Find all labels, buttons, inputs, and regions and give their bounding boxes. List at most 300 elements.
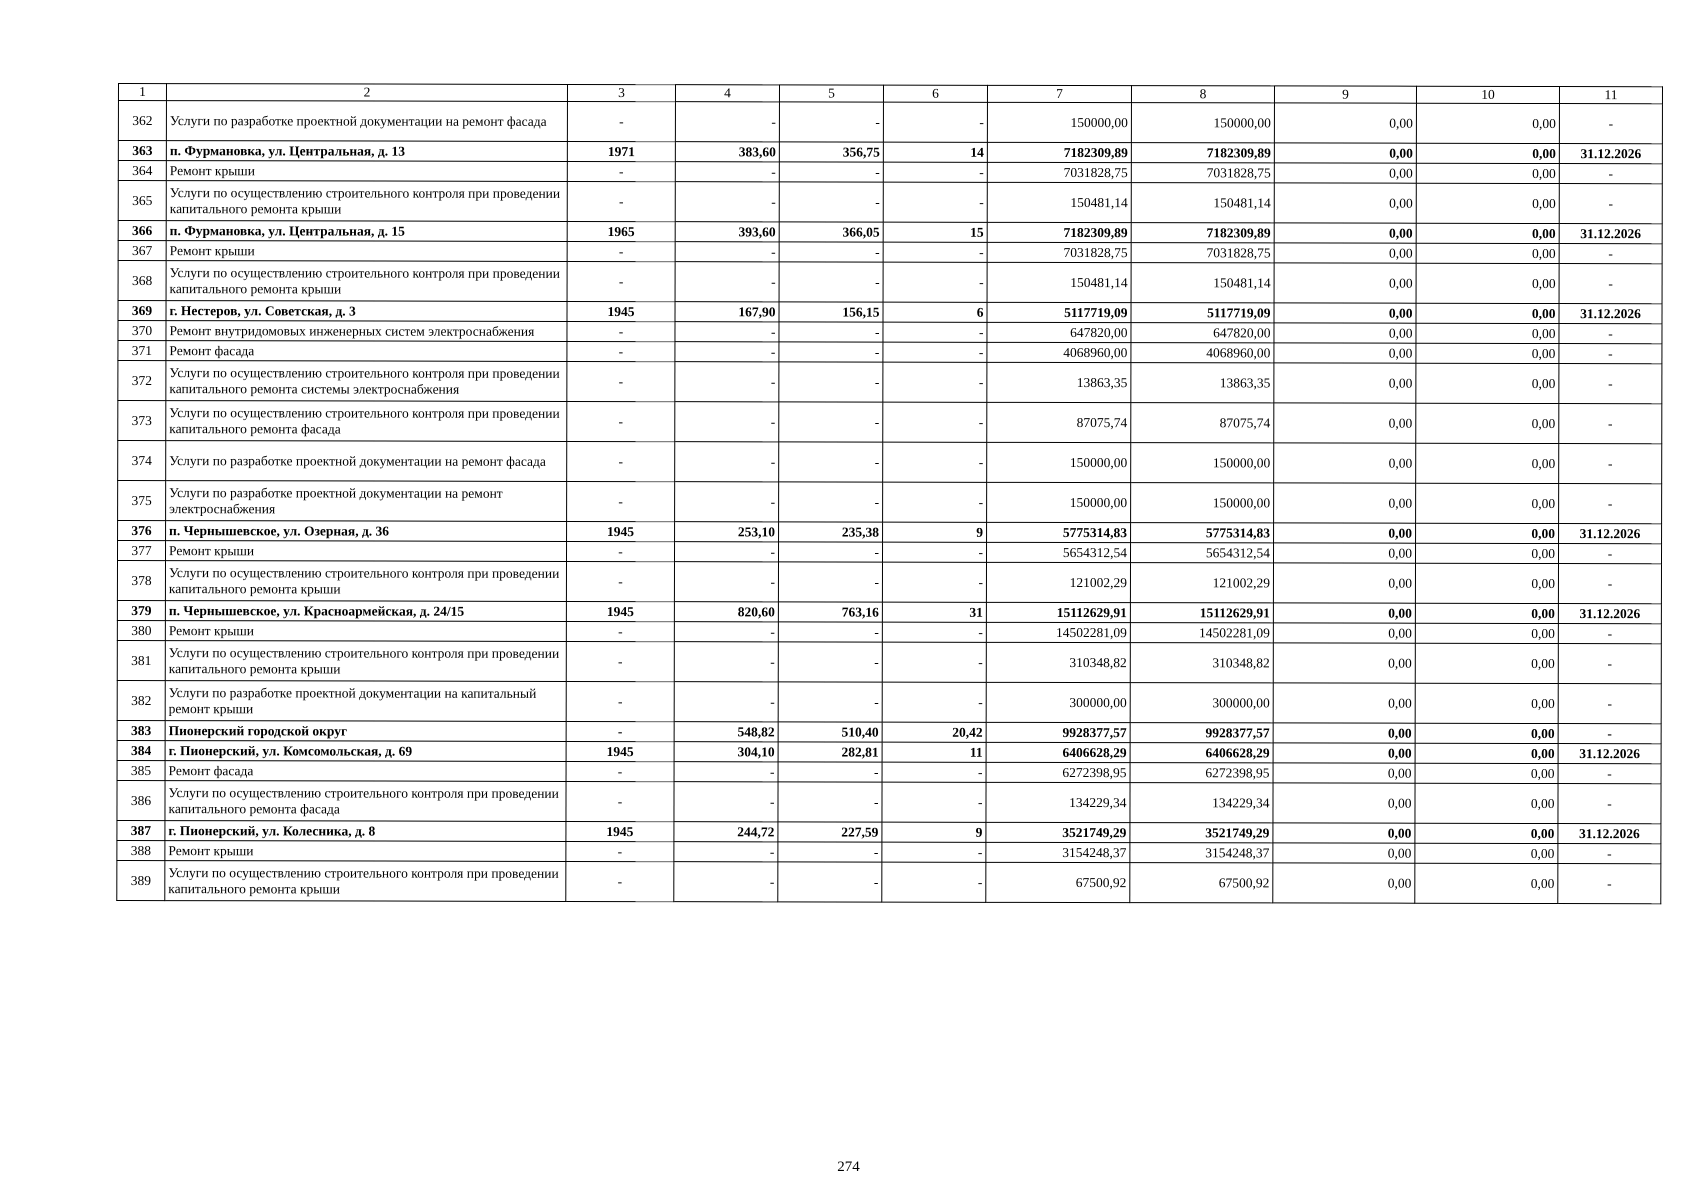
cell-col3: -: [566, 762, 674, 782]
cell-col9: 0,00: [1274, 403, 1416, 443]
row-name: п. Чернышевское, ул. Красноармейская, д. 24/15: [165, 601, 566, 622]
row-number: 377: [117, 541, 165, 561]
cell-col3: -: [567, 182, 675, 222]
row-number: 386: [117, 781, 165, 821]
cell-col10: 0,00: [1415, 604, 1558, 624]
cell-col7: 87075,74: [987, 403, 1131, 443]
cell-col4: -: [675, 322, 779, 342]
cell-col6: -: [883, 323, 987, 343]
cell-col11: -: [1558, 844, 1661, 864]
cell-col10: 0,00: [1415, 824, 1558, 844]
cell-col3: -: [567, 162, 675, 182]
cell-col6: -: [882, 763, 986, 783]
cell-col10: 0,00: [1416, 324, 1559, 344]
cell-col7: 150000,00: [987, 443, 1131, 483]
row-name: Услуги по разработке проектной документации на ремонт электроснабжения: [166, 481, 567, 522]
cell-col5: 156,15: [779, 302, 883, 322]
cell-col6: -: [882, 683, 986, 723]
cell-col4: 244,72: [674, 822, 778, 842]
cell-col11: -: [1559, 364, 1662, 404]
row-number: 375: [118, 481, 166, 521]
cell-col8: 15112629,91: [1130, 603, 1273, 623]
cell-col4: -: [675, 182, 779, 222]
cell-col7: 150481,14: [987, 263, 1131, 303]
cell-col7: 15112629,91: [986, 603, 1130, 623]
cell-col4: -: [675, 102, 779, 142]
column-header: 3: [567, 84, 675, 102]
row-name: Ремонт крыши: [166, 241, 567, 262]
cell-col8: 3521749,29: [1130, 823, 1273, 843]
cell-col9: 0,00: [1273, 843, 1415, 863]
cell-col11: -: [1558, 544, 1661, 564]
cell-col8: 7031828,75: [1131, 243, 1274, 263]
cell-col9: 0,00: [1274, 443, 1416, 483]
cell-col5: -: [779, 242, 883, 262]
cell-col4: -: [674, 642, 778, 682]
cell-col3: -: [566, 722, 674, 742]
row-name: Услуги по осуществлению строительного контроля при проведении капитального ремонта крыши: [165, 861, 566, 902]
row-name: п. Фурмановка, ул. Центральная, д. 13: [166, 141, 567, 162]
cell-col3: -: [566, 622, 674, 642]
cell-col9: 0,00: [1274, 263, 1416, 303]
cell-col7: 150481,14: [987, 183, 1131, 223]
cell-col4: -: [675, 162, 779, 182]
table-row: [118, 361, 1662, 404]
cell-col6: -: [882, 643, 986, 683]
cell-col4: 820,60: [674, 602, 778, 622]
cell-col10: 0,00: [1415, 864, 1558, 904]
cell-col4: -: [674, 542, 778, 562]
row-name: Ремонт крыши: [165, 841, 566, 862]
cell-col6: -: [883, 163, 987, 183]
row-number: 379: [117, 601, 165, 621]
table-row: [118, 181, 1662, 224]
table-row: [117, 681, 1661, 724]
column-header: 7: [987, 85, 1131, 103]
row-number: 372: [118, 361, 166, 401]
cell-col3: 1945: [566, 742, 674, 762]
cell-col4: -: [675, 402, 779, 442]
cell-col10: 0,00: [1416, 444, 1559, 484]
cell-col11: -: [1559, 404, 1662, 444]
cell-col6: -: [883, 403, 987, 443]
cell-col4: -: [674, 622, 778, 642]
cell-col8: 150481,14: [1131, 263, 1274, 303]
capital-repair-table: [116, 83, 1663, 905]
cell-col11: -: [1559, 444, 1662, 484]
cell-col11: -: [1559, 184, 1662, 224]
cell-col4: -: [675, 262, 779, 302]
cell-col11: -: [1558, 784, 1661, 824]
table-body: [117, 101, 1663, 904]
cell-col4: 548,82: [674, 722, 778, 742]
cell-col8: 5654312,54: [1130, 543, 1273, 563]
cell-col9: 0,00: [1274, 363, 1416, 403]
cell-col9: 0,00: [1274, 223, 1416, 243]
cell-col11: 31.12.2026: [1558, 744, 1661, 764]
cell-col10: 0,00: [1416, 484, 1559, 524]
cell-col4: -: [675, 362, 779, 402]
cell-col9: 0,00: [1273, 763, 1415, 783]
cell-col7: 3521749,29: [986, 823, 1130, 843]
row-number: 374: [118, 441, 166, 481]
row-name: п. Чернышевское, ул. Озерная, д. 36: [166, 521, 567, 542]
cell-col10: 0,00: [1415, 544, 1558, 564]
cell-col10: 0,00: [1415, 644, 1558, 684]
cell-col10: 0,00: [1416, 524, 1559, 544]
cell-col11: -: [1558, 624, 1661, 644]
row-number: 371: [118, 341, 166, 361]
row-name: Услуги по разработке проектной документации на капитальный ремонт крыши: [165, 681, 566, 722]
cell-col9: 0,00: [1274, 103, 1416, 143]
cell-col11: 31.12.2026: [1559, 224, 1662, 244]
cell-col9: 0,00: [1274, 303, 1416, 323]
cell-col7: 7182309,89: [987, 143, 1131, 163]
row-name: Ремонт крыши: [165, 621, 566, 642]
cell-col10: 0,00: [1416, 404, 1559, 444]
cell-col8: 134229,34: [1130, 783, 1273, 823]
cell-col7: 310348,82: [986, 643, 1130, 683]
cell-col8: 14502281,09: [1130, 623, 1273, 643]
column-header: 6: [883, 85, 987, 103]
cell-col7: 9928377,57: [986, 723, 1130, 743]
row-number: 362: [118, 101, 166, 141]
row-number: 364: [118, 161, 166, 181]
cell-col11: -: [1558, 764, 1661, 784]
cell-col5: -: [778, 622, 882, 642]
cell-col7: 134229,34: [986, 783, 1130, 823]
cell-col5: -: [779, 442, 883, 482]
cell-col7: 150000,00: [987, 103, 1131, 143]
cell-col7: 13863,35: [987, 363, 1131, 403]
cell-col5: -: [779, 322, 883, 342]
cell-col11: -: [1558, 724, 1661, 744]
cell-col5: 510,40: [778, 722, 882, 742]
cell-col10: 0,00: [1416, 164, 1559, 184]
cell-col8: 5117719,09: [1131, 303, 1274, 323]
cell-col8: 13863,35: [1131, 363, 1274, 403]
cell-col9: 0,00: [1274, 163, 1416, 183]
cell-col9: 0,00: [1273, 543, 1415, 563]
row-name: Услуги по осуществлению строительного контроля при проведении капитального ремонта системы электроснабжения: [166, 361, 567, 402]
cell-col3: -: [566, 642, 674, 682]
table-row: [118, 261, 1662, 304]
cell-col6: 11: [882, 743, 986, 763]
cell-col3: 1945: [566, 822, 674, 842]
row-number: 367: [118, 241, 166, 261]
row-name: г. Пионерский, ул. Комсомольская, д. 69: [165, 741, 566, 762]
cell-col4: -: [675, 442, 779, 482]
row-number: 365: [118, 181, 166, 221]
cell-col8: 3154248,37: [1130, 843, 1273, 863]
cell-col5: -: [779, 182, 883, 222]
cell-col5: 227,59: [778, 822, 882, 842]
row-name: Услуги по разработке проектной документации на ремонт фасада: [166, 101, 567, 142]
cell-col8: 121002,29: [1130, 563, 1273, 603]
cell-col11: -: [1559, 324, 1662, 344]
cell-col11: -: [1559, 484, 1662, 524]
cell-col4: -: [675, 482, 779, 522]
row-number: 378: [117, 561, 165, 601]
cell-col5: -: [779, 102, 883, 142]
cell-col8: 6272398,95: [1130, 763, 1273, 783]
cell-col9: 0,00: [1273, 723, 1415, 743]
cell-col7: 6406628,29: [986, 743, 1130, 763]
cell-col6: 9: [883, 523, 987, 543]
cell-col6: 6: [883, 303, 987, 323]
cell-col5: -: [778, 842, 882, 862]
cell-col6: -: [882, 783, 986, 823]
cell-col7: 7182309,89: [987, 223, 1131, 243]
cell-col3: -: [567, 102, 675, 142]
cell-col6: -: [883, 263, 987, 303]
cell-col10: 0,00: [1415, 744, 1558, 764]
cell-col11: 31.12.2026: [1559, 524, 1662, 544]
column-header: 2: [166, 84, 567, 102]
cell-col9: 0,00: [1274, 183, 1416, 223]
row-number: 381: [117, 641, 165, 681]
cell-col7: 6272398,95: [986, 763, 1130, 783]
cell-col3: -: [566, 682, 674, 722]
row-name: Ремонт фасада: [166, 341, 567, 362]
cell-col8: 67500,92: [1130, 863, 1273, 903]
cell-col10: 0,00: [1416, 264, 1559, 304]
cell-col4: -: [674, 862, 778, 902]
cell-col9: 0,00: [1273, 623, 1415, 643]
cell-col3: 1945: [567, 302, 675, 322]
row-number: 370: [118, 321, 166, 341]
row-name: п. Фурмановка, ул. Центральная, д. 15: [166, 221, 567, 242]
cell-col11: -: [1558, 564, 1661, 604]
cell-col8: 4068960,00: [1131, 343, 1274, 363]
cell-col5: -: [778, 642, 882, 682]
cell-col11: -: [1559, 164, 1662, 184]
cell-col9: 0,00: [1274, 323, 1416, 343]
cell-col7: 5775314,83: [987, 523, 1131, 543]
cell-col7: 5117719,09: [987, 303, 1131, 323]
cell-col6: -: [882, 623, 986, 643]
row-name: г. Пионерский, ул. Колесника, д. 8: [165, 821, 566, 842]
cell-col3: -: [567, 342, 675, 362]
row-number: 380: [117, 621, 165, 641]
cell-col8: 87075,74: [1131, 403, 1274, 443]
cell-col9: 0,00: [1273, 603, 1415, 623]
cell-col9: 0,00: [1274, 243, 1416, 263]
cell-col11: 31.12.2026: [1559, 144, 1662, 164]
row-name: Ремонт крыши: [166, 161, 567, 182]
cell-col10: 0,00: [1416, 344, 1559, 364]
row-name: г. Нестеров, ул. Советская, д. 3: [166, 301, 567, 322]
cell-col6: -: [882, 563, 986, 603]
cell-col7: 3154248,37: [986, 843, 1130, 863]
cell-col6: -: [883, 483, 987, 523]
cell-col5: 366,05: [779, 222, 883, 242]
cell-col3: -: [567, 402, 675, 442]
cell-col3: -: [567, 322, 675, 342]
row-number: 363: [118, 141, 166, 161]
cell-col4: -: [674, 782, 778, 822]
cell-col9: 0,00: [1273, 563, 1415, 603]
cell-col8: 647820,00: [1131, 323, 1274, 343]
row-number: 387: [117, 821, 165, 841]
cell-col11: -: [1558, 644, 1661, 684]
cell-col6: 20,42: [882, 723, 986, 743]
cell-col3: -: [567, 482, 675, 522]
cell-col4: -: [674, 762, 778, 782]
cell-col6: -: [882, 843, 986, 863]
cell-col10: 0,00: [1415, 844, 1558, 864]
cell-col5: -: [778, 762, 882, 782]
table-row: [117, 641, 1661, 684]
cell-col10: 0,00: [1416, 304, 1559, 324]
cell-col5: -: [779, 402, 883, 442]
cell-col4: 167,90: [675, 302, 779, 322]
cell-col3: -: [567, 242, 675, 262]
cell-col10: 0,00: [1415, 724, 1558, 744]
cell-col11: 31.12.2026: [1558, 824, 1661, 844]
cell-col8: 150000,00: [1131, 483, 1274, 523]
cell-col8: 300000,00: [1130, 683, 1273, 723]
cell-col6: -: [883, 103, 987, 143]
row-name: Услуги по осуществлению строительного контроля при проведении капитального ремонта крыши: [165, 641, 566, 682]
cell-col8: 6406628,29: [1130, 743, 1273, 763]
cell-col11: 31.12.2026: [1558, 604, 1661, 624]
cell-col10: 0,00: [1415, 764, 1558, 784]
cell-col6: 9: [882, 823, 986, 843]
cell-col10: 0,00: [1415, 784, 1558, 824]
cell-col3: -: [566, 562, 674, 602]
cell-col9: 0,00: [1274, 483, 1416, 523]
cell-col5: 763,16: [778, 602, 882, 622]
cell-col3: -: [566, 542, 674, 562]
cell-col6: 15: [883, 223, 987, 243]
cell-col3: -: [567, 262, 675, 302]
cell-col11: -: [1559, 244, 1662, 264]
cell-col5: -: [779, 262, 883, 302]
column-header: 8: [1131, 86, 1274, 104]
cell-col7: 121002,29: [986, 563, 1130, 603]
table-row: [118, 481, 1662, 524]
cell-col11: -: [1558, 864, 1661, 904]
cell-col10: 0,00: [1415, 624, 1558, 644]
cell-col9: 0,00: [1273, 743, 1415, 763]
cell-col3: -: [567, 362, 675, 402]
cell-col9: 0,00: [1273, 823, 1415, 843]
row-name: Услуги по осуществлению строительного контроля при проведении капитального ремонта крыши: [165, 561, 566, 602]
cell-col4: -: [675, 342, 779, 362]
cell-col8: 7182309,89: [1131, 223, 1274, 243]
cell-col6: -: [883, 363, 987, 403]
cell-col8: 150481,14: [1131, 183, 1274, 223]
cell-col4: 393,60: [675, 222, 779, 242]
cell-col9: 0,00: [1274, 523, 1416, 543]
row-number: 376: [118, 521, 166, 541]
row-name: Ремонт фасада: [165, 761, 566, 782]
row-number: 389: [117, 861, 165, 901]
cell-col6: -: [882, 543, 986, 563]
cell-col3: 1971: [567, 142, 675, 162]
row-number: 373: [118, 401, 166, 441]
cell-col3: 1945: [566, 602, 674, 622]
table-row: [118, 101, 1662, 144]
row-name: Услуги по осуществлению строительного контроля при проведении капитального ремонта крыши: [166, 261, 567, 302]
cell-col5: -: [778, 862, 882, 902]
row-number: 382: [117, 681, 165, 721]
column-header: 1: [118, 84, 166, 102]
cell-col6: -: [883, 243, 987, 263]
cell-col7: 300000,00: [986, 683, 1130, 723]
cell-col5: -: [778, 782, 882, 822]
row-number: 368: [118, 261, 166, 301]
row-name: Ремонт внутридомовых инженерных систем электроснабжения: [166, 321, 567, 342]
cell-col7: 14502281,09: [986, 623, 1130, 643]
cell-col3: 1945: [567, 522, 675, 542]
page-number: 274: [837, 1159, 860, 1175]
cell-col6: -: [883, 443, 987, 483]
cell-col11: -: [1558, 684, 1661, 724]
cell-col9: 0,00: [1274, 343, 1416, 363]
cell-col4: -: [675, 242, 779, 262]
cell-col8: 310348,82: [1130, 643, 1273, 683]
cell-col6: 31: [882, 603, 986, 623]
row-name: Услуги по разработке проектной документации на ремонт фасада: [166, 441, 567, 482]
row-name: Услуги по осуществлению строительного контроля при проведении капитального ремонта фасада: [166, 401, 567, 442]
cell-col3: -: [567, 442, 675, 482]
column-header: 10: [1416, 86, 1559, 104]
cell-col11: -: [1559, 344, 1662, 364]
cell-col4: -: [674, 842, 778, 862]
cell-col8: 150000,00: [1131, 103, 1274, 143]
cell-col9: 0,00: [1273, 683, 1415, 723]
cell-col4: 304,10: [674, 742, 778, 762]
cell-col10: 0,00: [1415, 684, 1558, 724]
cell-col7: 5654312,54: [986, 543, 1130, 563]
cell-col7: 7031828,75: [987, 243, 1131, 263]
cell-col11: -: [1559, 104, 1662, 144]
cell-col7: 647820,00: [987, 323, 1131, 343]
cell-col11: 31.12.2026: [1559, 304, 1662, 324]
cell-col10: 0,00: [1416, 224, 1559, 244]
cell-col9: 0,00: [1273, 863, 1415, 903]
cell-col7: 150000,00: [987, 483, 1131, 523]
cell-col8: 7031828,75: [1131, 163, 1274, 183]
cell-col5: -: [779, 162, 883, 182]
cell-col6: 14: [883, 143, 987, 163]
cell-col5: 235,38: [779, 522, 883, 542]
cell-col5: -: [778, 562, 882, 602]
cell-col4: 253,10: [675, 522, 779, 542]
cell-col10: 0,00: [1416, 364, 1559, 404]
cell-col9: 0,00: [1274, 143, 1416, 163]
column-header: 9: [1274, 86, 1416, 104]
cell-col4: -: [674, 682, 778, 722]
row-number: 366: [118, 221, 166, 241]
row-name: Пионерский городской округ: [165, 721, 566, 742]
cell-col4: -: [674, 562, 778, 602]
cell-col9: 0,00: [1273, 783, 1415, 823]
cell-col8: 9928377,57: [1130, 723, 1273, 743]
row-number: 369: [118, 301, 166, 321]
cell-col3: -: [566, 842, 674, 862]
row-number: 385: [117, 761, 165, 781]
table-row: [117, 561, 1661, 604]
cell-col5: -: [779, 342, 883, 362]
cell-col11: -: [1559, 264, 1662, 304]
cell-col7: 7031828,75: [987, 163, 1131, 183]
cell-col5: -: [779, 362, 883, 402]
cell-col3: -: [566, 862, 674, 902]
cell-col5: -: [779, 482, 883, 522]
